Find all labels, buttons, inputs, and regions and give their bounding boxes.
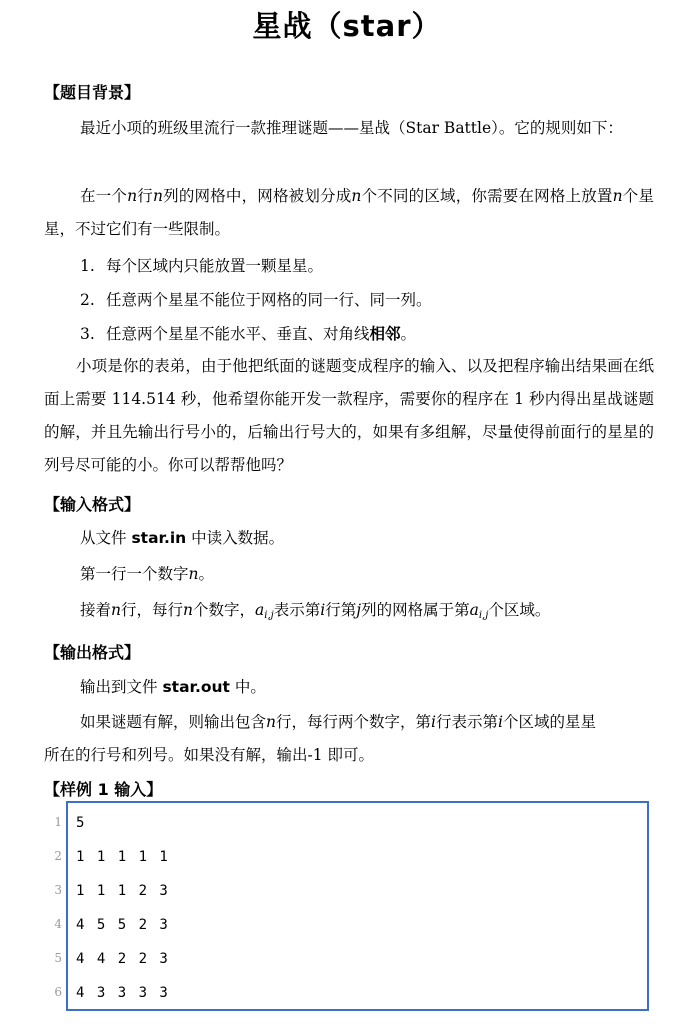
section-heading-sample: 【样例 1 输入】	[44, 780, 163, 799]
background-paragraph-3: 小项是你的表弟，由于他把纸面的谜题变成程序的输入、以及把程序输出结果画在纸面上需要 114.514 秒，他希望你能开发一款程序，需要你的程序在 1 秒内得出星战谜题的解，并且先输出行号小的，后输出行号大的，如果有多组解，尽量使得前面行的星星的列号尽可能的小。你可以帮帮他吗？	[44, 357, 654, 474]
code-line: 4 3 3 3 3	[76, 985, 170, 1001]
code-line: 4 4 2 2 3	[76, 951, 170, 967]
section-heading-background: 【题目背景】	[44, 83, 141, 102]
output-line-description: 如果谜题有解，则输出包含n行，每行两个数字，第i行表示第i个区域的星星	[80, 713, 596, 731]
rule-item-1: 1. 每个区域内只能放置一颗星星。	[80, 257, 324, 275]
rule-item-3: 3. 任意两个星星不能水平、垂直、对角线相邻。	[80, 325, 417, 343]
output-line-continuation: 所在的行号和列号。如果没有解，输出-1 即可。	[44, 746, 375, 764]
page-title: 星战（star）	[252, 9, 442, 43]
line-number: 1	[54, 815, 62, 829]
rule-item-2: 2. 任意两个星星不能位于网格的同一行、同一列。	[80, 291, 432, 309]
section-heading-output: 【输出格式】	[44, 643, 141, 662]
sample-input-code-block[interactable]	[66, 801, 649, 1011]
line-number: 5	[54, 951, 62, 965]
background-paragraph-2: 在一个n行n列的网格中，网格被划分成n个不同的区域，你需要在网格上放置n个星星，不过它们有一些限制。	[44, 187, 654, 238]
output-line-file: 输出到文件 star.out 中。	[80, 678, 266, 696]
code-line: 4 5 5 2 3	[76, 917, 170, 933]
section-heading-input: 【输入格式】	[44, 495, 141, 514]
line-number: 2	[54, 849, 62, 863]
code-line: 1 1 1 2 3	[76, 883, 170, 899]
input-line-grid: 接着n行，每行n个数字，$a_{i,j}$表示第i行第j列的网格属于第$a_{i,j}$个区域。	[80, 601, 551, 621]
line-number: 3	[54, 883, 62, 897]
line-number-gutter	[44, 801, 66, 1011]
line-number: 6	[54, 985, 62, 999]
code-line: 5	[76, 815, 87, 831]
input-line-n: 第一行一个数字n。	[80, 565, 215, 583]
code-line: 1 1 1 1 1	[76, 849, 170, 865]
input-line-file: 从文件 star.in 中读入数据。	[80, 529, 285, 547]
background-paragraph-1: 最近小项的班级里流行一款推理谜题——星战（Star Battle）。它的规则如下：	[80, 119, 623, 137]
line-number: 4	[54, 917, 62, 931]
